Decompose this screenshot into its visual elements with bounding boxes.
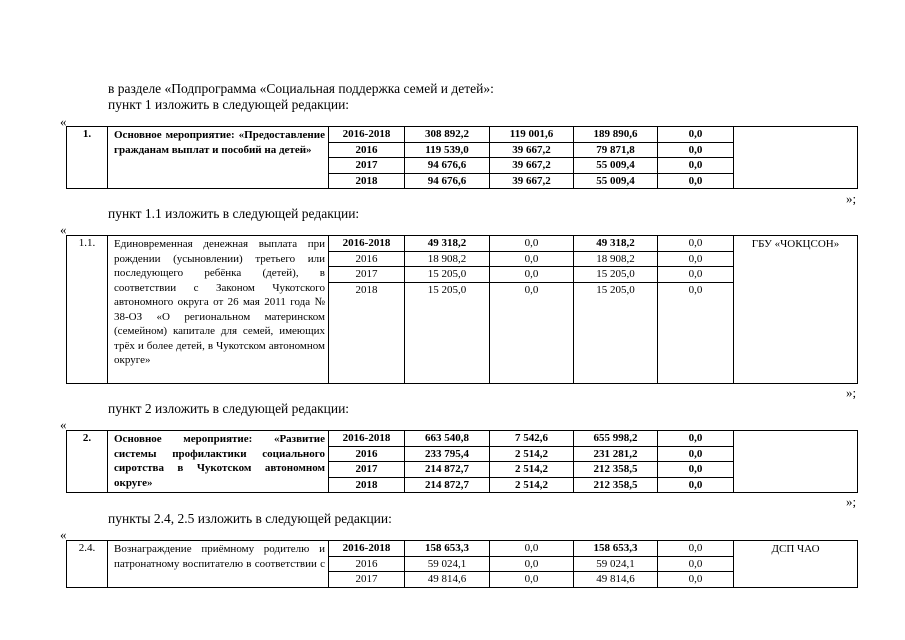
table-row [67, 236, 858, 252]
federal-cell: 2 514,2 [490, 446, 574, 462]
table-item-1-1 [66, 235, 858, 384]
federal-cell: 7 542,6 [490, 431, 574, 447]
other-cell: 0,0 [658, 158, 734, 174]
regional-cell: 49 814,6 [574, 572, 658, 588]
federal-cell: 39 667,2 [490, 173, 574, 189]
regional-cell: 231 281,2 [574, 446, 658, 462]
table-item-1 [66, 126, 858, 189]
regional-cell: 212 358,5 [574, 477, 658, 493]
table-row [67, 541, 858, 557]
regional-cell: 79 871,8 [574, 142, 658, 158]
total-cell: 233 795,4 [405, 446, 490, 462]
other-cell: 0,0 [658, 462, 734, 478]
total-cell: 15 205,0 [405, 267, 490, 283]
item-description: Основное мероприятие: «Предоставление гражданам выплат и пособий на детей» [108, 127, 329, 189]
table-item-2-4 [66, 540, 858, 588]
other-cell: 0,0 [658, 541, 734, 557]
total-cell: 308 892,2 [405, 127, 490, 143]
other-cell: 0,0 [658, 267, 734, 283]
year-cell: 2017 [329, 572, 405, 588]
federal-cell: 39 667,2 [490, 158, 574, 174]
year-cell: 2017 [329, 267, 405, 283]
federal-cell: 2 514,2 [490, 462, 574, 478]
table-row [67, 127, 858, 143]
total-cell: 49 814,6 [405, 572, 490, 588]
other-cell: 0,0 [658, 142, 734, 158]
total-cell: 663 540,8 [405, 431, 490, 447]
year-cell: 2017 [329, 158, 405, 174]
federal-cell: 0,0 [490, 251, 574, 267]
year-cell: 2016 [329, 446, 405, 462]
intro-line-2: пункт 1 изложить в следующей редакции: [108, 97, 350, 112]
item-description: Вознаграждение приёмному родителю и патронатному воспитателю в соответствии с [108, 541, 329, 588]
federal-cell: 0,0 [490, 556, 574, 572]
other-cell: 0,0 [658, 431, 734, 447]
item-number: 2. [67, 431, 108, 493]
other-cell: 0,0 [658, 572, 734, 588]
federal-cell: 0,0 [490, 236, 574, 252]
regional-cell: 55 009,4 [574, 158, 658, 174]
federal-cell: 119 001,6 [490, 127, 574, 143]
total-cell: 94 676,6 [405, 158, 490, 174]
open-quote-3: « [60, 417, 67, 432]
item-number: 1. [67, 127, 108, 189]
other-cell: 0,0 [658, 283, 734, 384]
federal-cell: 2 514,2 [490, 477, 574, 493]
year-cell: 2016-2018 [329, 236, 405, 252]
other-cell: 0,0 [658, 556, 734, 572]
regional-cell: 59 024,1 [574, 556, 658, 572]
item-description: Основное мероприятие: «Развитие системы профилактики социального сиротства в Чукотском автономном округе» [108, 431, 329, 493]
open-quote-2: « [60, 222, 67, 237]
total-cell: 18 908,2 [405, 251, 490, 267]
close-quote-2: »; [846, 385, 857, 400]
regional-cell: 655 998,2 [574, 431, 658, 447]
federal-cell: 0,0 [490, 541, 574, 557]
item-number: 1.1. [67, 236, 108, 384]
regional-cell: 212 358,5 [574, 462, 658, 478]
regional-cell: 18 908,2 [574, 251, 658, 267]
item-number: 2.4. [67, 541, 108, 588]
responsible-org [734, 127, 858, 189]
year-cell: 2016-2018 [329, 541, 405, 557]
responsible-org: ДСП ЧАО [734, 541, 858, 588]
other-cell: 0,0 [658, 251, 734, 267]
responsible-org [734, 431, 858, 493]
total-cell: 15 205,0 [405, 283, 490, 384]
item-description: Единовременная денежная выплата при рождении (усыновлении) третьего или последующего ребёнка (детей), в соответствии с Законом Чукотского автономного округа от 26 мая 2011 года № 38-ОЗ «О региональном материнском (семейном) капитале для семей, имеющих трёх и более детей, в Чукотском автономном округе» [108, 236, 329, 384]
year-cell: 2018 [329, 173, 405, 189]
table-row [67, 431, 858, 447]
heading-item-1-1: пункт 1.1 изложить в следующей редакции: [108, 206, 360, 221]
open-quote-1: « [60, 114, 67, 129]
year-cell: 2018 [329, 477, 405, 493]
federal-cell: 0,0 [490, 572, 574, 588]
total-cell: 214 872,7 [405, 477, 490, 493]
year-cell: 2016-2018 [329, 127, 405, 143]
year-cell: 2016 [329, 556, 405, 572]
regional-cell: 189 890,6 [574, 127, 658, 143]
intro-line-1: в разделе «Подпрограмма «Социальная поддержка семей и детей»: [108, 81, 494, 96]
other-cell: 0,0 [658, 477, 734, 493]
total-cell: 49 318,2 [405, 236, 490, 252]
heading-items-2-4-2-5: пункты 2.4, 2.5 изложить в следующей редакции: [108, 511, 392, 526]
heading-item-2: пункт 2 изложить в следующей редакции: [108, 401, 350, 416]
total-cell: 158 653,3 [405, 541, 490, 557]
regional-cell: 158 653,3 [574, 541, 658, 557]
responsible-org: ГБУ «ЧОКЦСОН» [734, 236, 858, 384]
open-quote-4: « [60, 527, 67, 542]
federal-cell: 39 667,2 [490, 142, 574, 158]
federal-cell: 0,0 [490, 283, 574, 384]
regional-cell: 15 205,0 [574, 267, 658, 283]
regional-cell: 55 009,4 [574, 173, 658, 189]
total-cell: 214 872,7 [405, 462, 490, 478]
other-cell: 0,0 [658, 127, 734, 143]
total-cell: 94 676,6 [405, 173, 490, 189]
year-cell: 2017 [329, 462, 405, 478]
year-cell: 2018 [329, 283, 405, 384]
close-quote-1: »; [846, 191, 857, 206]
other-cell: 0,0 [658, 236, 734, 252]
year-cell: 2016 [329, 251, 405, 267]
year-cell: 2016-2018 [329, 431, 405, 447]
other-cell: 0,0 [658, 173, 734, 189]
total-cell: 119 539,0 [405, 142, 490, 158]
regional-cell: 49 318,2 [574, 236, 658, 252]
table-item-2 [66, 430, 858, 493]
total-cell: 59 024,1 [405, 556, 490, 572]
regional-cell: 15 205,0 [574, 283, 658, 384]
close-quote-3: »; [846, 494, 857, 509]
year-cell: 2016 [329, 142, 405, 158]
other-cell: 0,0 [658, 446, 734, 462]
federal-cell: 0,0 [490, 267, 574, 283]
